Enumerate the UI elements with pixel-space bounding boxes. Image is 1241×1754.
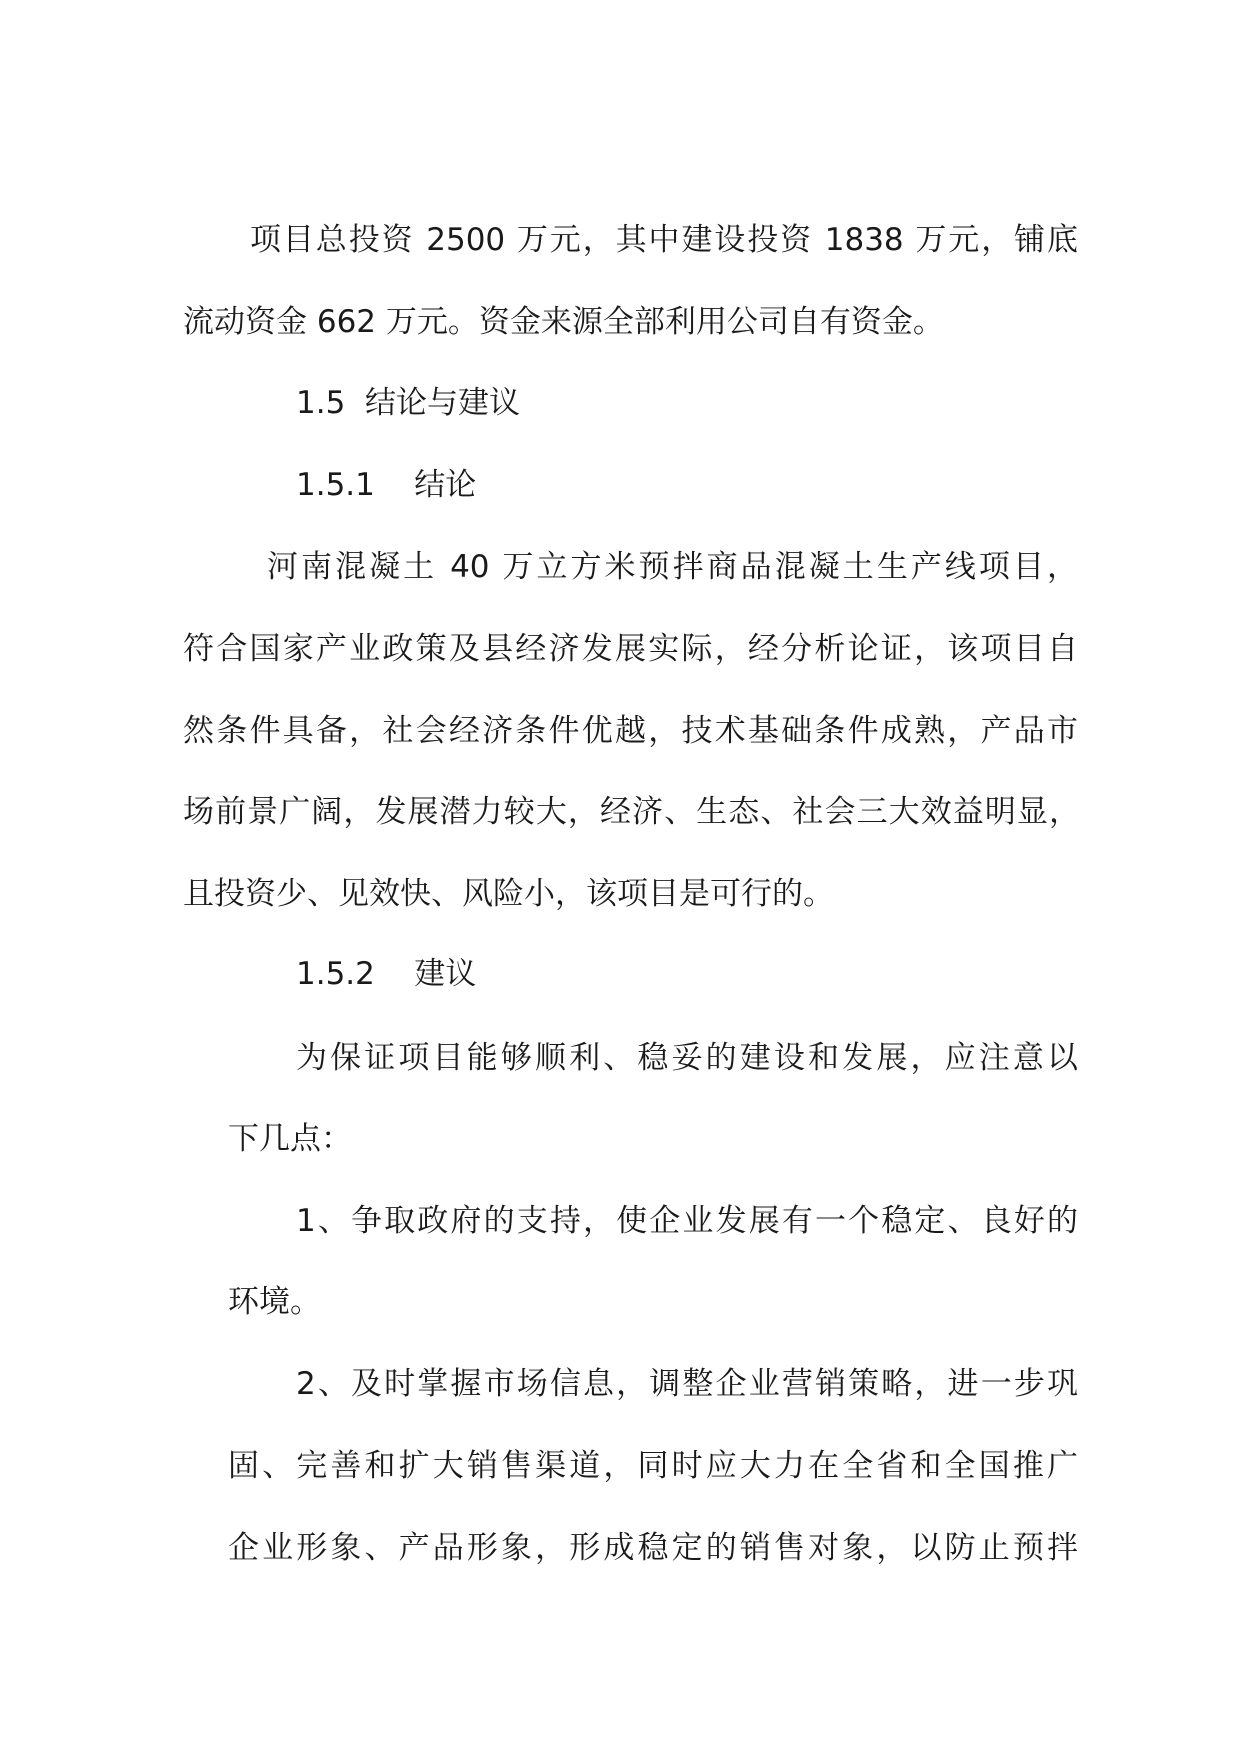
paragraph-line: 为保证项目能够顺利、稳妥的建设和发展，应注意以	[296, 1040, 1078, 1076]
paragraph-line: 1、争取政府的支持，使企业发展有一个稳定、良好的	[296, 1203, 1078, 1239]
paragraph-line: 固、完善和扩大销售渠道，同时应大力在全省和全国推广	[228, 1448, 1078, 1484]
paragraph-line: 下几点：	[228, 1121, 352, 1157]
section-heading-1-5: 1.5 结论与建议	[296, 385, 521, 421]
paragraph-line: 企业形象、产品形象，形成稳定的销售对象，以防止预拌	[228, 1530, 1078, 1566]
paragraph-line: 河南混凝土 40 万立方米预拌商品混凝土生产线项目，	[267, 549, 1078, 585]
section-heading-1-5-1: 1.5.1 结论	[296, 467, 477, 503]
paragraph-line: 符合国家产业政策及县经济发展实际，经分析论证，该项目自	[183, 631, 1078, 667]
paragraph-line: 然条件具备，社会经济条件优越，技术基础条件成熟，产品市	[183, 713, 1078, 749]
paragraph-line: 且投资少、见效快、风险小，该项目是可行的。	[183, 876, 834, 912]
section-heading-1-5-2: 1.5.2 建议	[296, 956, 477, 992]
paragraph-line: 环境。	[228, 1284, 321, 1320]
paragraph-line: 流动资金 662 万元。资金来源全部利用公司自有资金。	[183, 304, 944, 340]
paragraph-line: 2、及时掌握市场信息，调整企业营销策略，进一步巩	[296, 1366, 1078, 1402]
paragraph-line: 场前景广阔，发展潜力较大，经济、生态、社会三大效益明显，	[183, 794, 1080, 830]
paragraph-line: 项目总投资 2500 万元，其中建设投资 1838 万元，铺底	[250, 222, 1078, 258]
